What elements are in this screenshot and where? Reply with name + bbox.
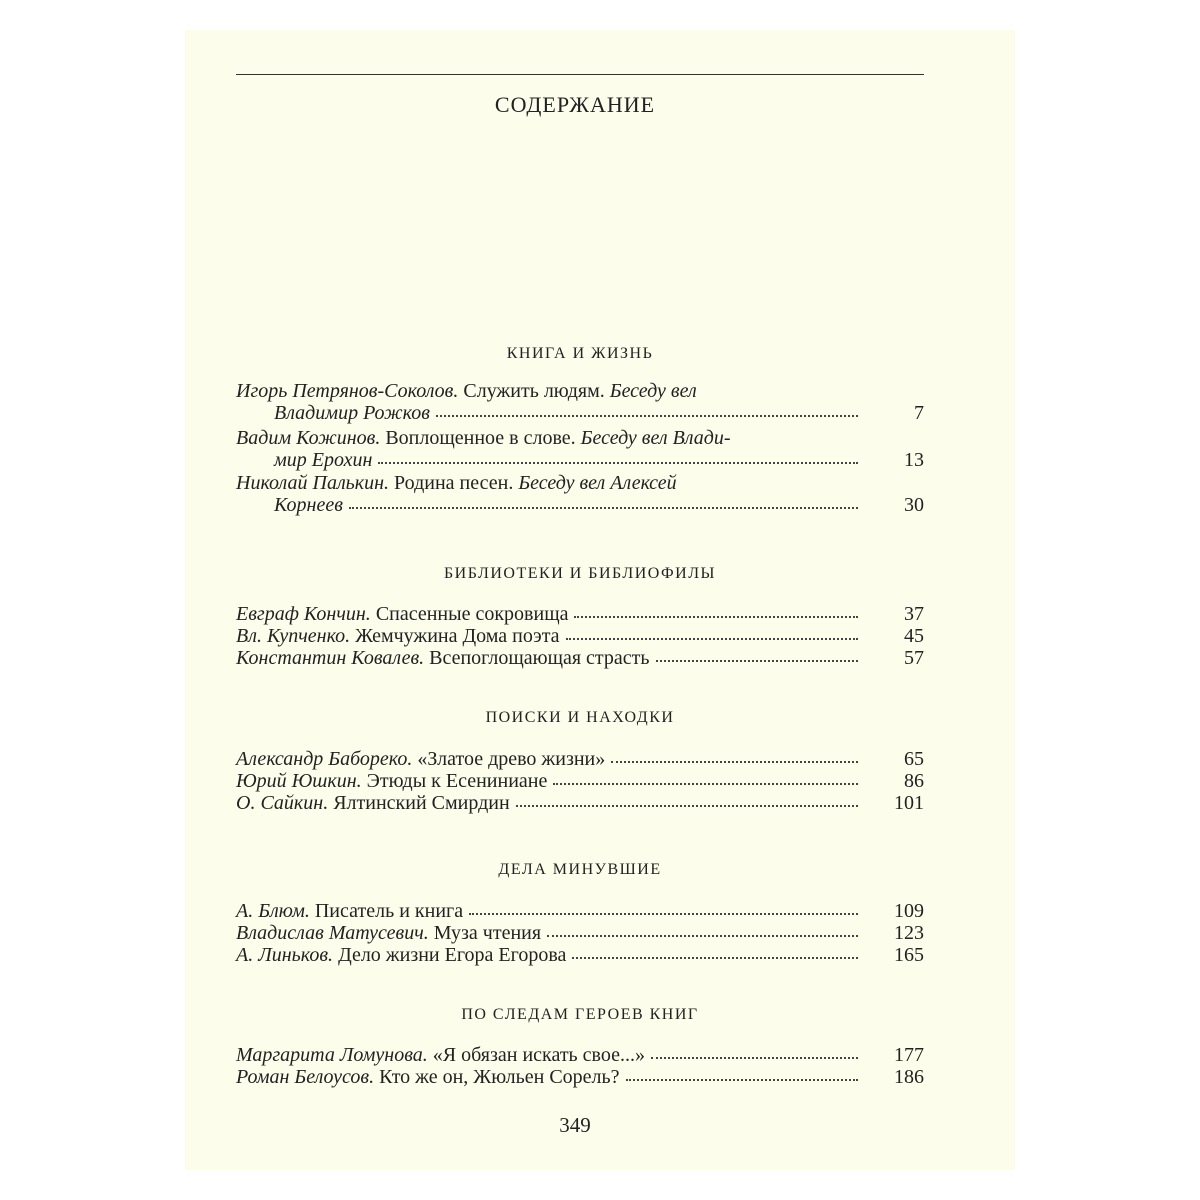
entry-interviewer-cont: Корнеев: [274, 494, 343, 516]
entry-title: Кто же он, Жюльен Сорель?: [374, 1066, 620, 1088]
entry-title: Родина песен.: [389, 472, 519, 494]
entry-interviewer: Беседу вел: [609, 380, 697, 402]
entry-title: Всепоглощающая страсть: [424, 647, 650, 669]
entry-author: Вадим Кожинов.: [236, 427, 381, 449]
leader-dots: [611, 749, 858, 763]
entry-author: А. Линьков.: [236, 944, 334, 966]
toc-entry: [236, 922, 924, 944]
section-heading-po-sledam: ПО СЛЕДАМ ГЕРОЕВ КНИГ: [461, 1006, 699, 1023]
entry-page: 165: [894, 944, 924, 966]
entry-interviewer-cont: Владимир Рожков: [274, 402, 430, 424]
leader-dots: [553, 771, 858, 785]
entry-title: Ялтинский Смирдин: [328, 792, 510, 814]
entry-author: Игорь Петрянов-Соколов.: [236, 380, 459, 402]
leader-dots: [651, 1045, 858, 1059]
entry-author: А. Блюм.: [236, 900, 310, 922]
toc-entry: [236, 427, 924, 471]
entry-interviewer-cont: мир Ерохин: [274, 449, 373, 471]
section-heading-dela: ДЕЛА МИНУВШИЕ: [498, 861, 662, 878]
entry-title: Служить людям.: [458, 380, 610, 402]
entry-interviewer: Беседу вел Алексей: [518, 472, 677, 494]
leader-dots: [572, 945, 858, 959]
page-number: 349: [559, 1113, 591, 1137]
entry-interviewer: Беседу вел Влади-: [580, 427, 731, 449]
toc-entry: [236, 900, 924, 922]
header-rule: [236, 74, 924, 75]
toc-entry: [236, 625, 924, 647]
entry-title: Воплощенное в слове.: [380, 427, 581, 449]
entry-author: Евграф Кончин.: [236, 603, 371, 625]
leader-dots: [574, 604, 858, 618]
section-heading-poiski: ПОИСКИ И НАХОДКИ: [485, 709, 675, 726]
toc-entry: [236, 472, 924, 516]
entry-page: 57: [904, 647, 924, 669]
leader-dots: [566, 626, 858, 640]
entry-page: 7: [914, 402, 924, 424]
entry-author: Константин Ковалев.: [236, 647, 425, 669]
entry-author: Вл. Купченко.: [236, 625, 351, 647]
entry-page: 86: [904, 770, 924, 792]
toc-entry: [236, 380, 924, 424]
leader-dots: [469, 901, 858, 915]
toc-entry: [236, 1044, 924, 1066]
entry-author: Маргарита Ломунова.: [236, 1044, 428, 1066]
section-heading-biblioteki: БИБЛИОТЕКИ И БИБЛИОФИЛЫ: [443, 565, 716, 582]
entry-page: 65: [904, 748, 924, 770]
leader-dots: [516, 793, 858, 807]
leader-dots: [547, 923, 858, 937]
toc-entry: [236, 603, 924, 625]
section-heading-kniga-i-zhizn: КНИГА И ЖИЗНЬ: [506, 345, 654, 362]
entry-author: О. Сайкин.: [236, 792, 329, 814]
entry-title: Спасенные сокровища: [370, 603, 569, 625]
entry-page: 123: [894, 922, 924, 944]
toc-entry: [236, 792, 924, 814]
entry-page: 186: [894, 1066, 924, 1088]
entry-title: Муза чтения: [428, 922, 542, 944]
entry-author: Владислав Матусевич.: [236, 922, 429, 944]
toc-entry: [236, 770, 924, 792]
entry-page: 37: [904, 603, 924, 625]
entry-page: 13: [904, 449, 924, 471]
entry-title: «Златое древо жизни»: [412, 748, 606, 770]
entry-page: 109: [894, 900, 924, 922]
entry-author: Николай Палькин.: [236, 472, 390, 494]
book-page: [185, 30, 1015, 1170]
leader-dots: [349, 495, 858, 509]
entry-page: 45: [904, 625, 924, 647]
toc-entry: [236, 1066, 924, 1088]
toc-entry: [236, 944, 924, 966]
leader-dots: [436, 403, 858, 417]
page-title: СОДЕРЖАНИЕ: [494, 92, 656, 117]
leader-dots: [656, 648, 858, 662]
toc-entry: [236, 647, 924, 669]
entry-title: Писатель и книга: [309, 900, 464, 922]
entry-author: Роман Белоусов.: [236, 1066, 375, 1088]
entry-author: Александр Бабореко.: [236, 748, 413, 770]
entry-page: 101: [894, 792, 924, 814]
entry-title: Дело жизни Егора Егорова: [333, 944, 567, 966]
leader-dots: [626, 1067, 858, 1081]
entry-author: Юрий Юшкин.: [236, 770, 362, 792]
entry-title: Этюды к Есениниане: [361, 770, 548, 792]
leader-dots: [378, 450, 858, 464]
entry-page: 30: [904, 494, 924, 516]
entry-page: 177: [894, 1044, 924, 1066]
toc-entry: [236, 748, 924, 770]
entry-title: Жемчужина Дома поэта: [350, 625, 560, 647]
entry-title: «Я обязан искать свое...»: [427, 1044, 645, 1066]
